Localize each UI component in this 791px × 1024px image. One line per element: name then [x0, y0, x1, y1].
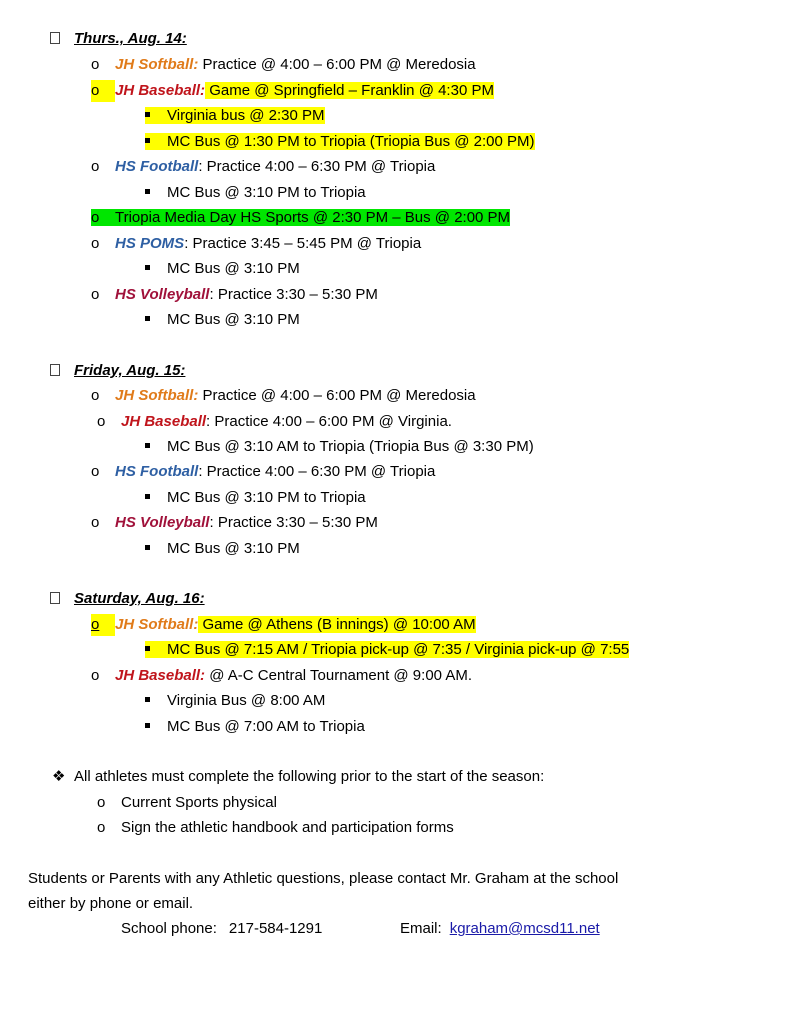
square-bullet-icon	[145, 646, 150, 651]
list-item: o HS Volleyball: Practice 3:30 – 5:30 PM	[91, 286, 378, 303]
day-header-friday: Friday, Aug. 15:	[50, 360, 185, 382]
day-header-thursday: Thurs., Aug. 14:	[50, 28, 187, 50]
square-bullet-icon	[145, 138, 150, 143]
contact-line-1: Students or Parents with any Athletic questions, please contact Mr. Graham at the school	[28, 870, 619, 887]
requirements-intro: ❖ All athletes must complete the following prior to the start of the season:	[52, 766, 544, 788]
sub-list-item: MC Bus @ 3:10 PM to Triopia	[145, 182, 366, 204]
day-header-saturday: Saturday, Aug. 16:	[50, 588, 205, 610]
list-item: o JH Baseball: Practice 4:00 – 6:00 PM @ Virginia.	[97, 413, 452, 430]
list-item: o Current Sports physical	[97, 794, 277, 811]
square-bullet-icon	[145, 112, 150, 117]
list-item: o Sign the athletic handbook and participation forms	[97, 819, 454, 836]
square-bullet-icon	[145, 443, 150, 448]
square-bullet-icon	[145, 494, 150, 499]
sub-list-item: MC Bus @ 3:10 PM	[145, 309, 300, 331]
list-item: o JH Baseball: Game @ Springfield – Franklin @ 4:30 PM	[91, 80, 494, 102]
list-item: o HS POMS: Practice 3:45 – 5:45 PM @ Triopia	[91, 235, 422, 252]
square-bullet-icon	[145, 697, 150, 702]
square-bullet-icon	[145, 545, 150, 550]
sub-list-item: Virginia bus @ 2:30 PM	[145, 105, 325, 127]
square-bullet-icon	[145, 265, 150, 270]
sub-list-item: MC Bus @ 1:30 PM to Triopia (Triopia Bus @ 2:00 PM)	[145, 131, 535, 153]
checkbox-icon	[50, 592, 60, 604]
school-phone: School phone: 217-584-1291	[121, 920, 323, 937]
sub-list-item: MC Bus @ 7:15 AM / Triopia pick-up @ 7:35 / Virginia pick-up @ 7:55	[145, 639, 629, 661]
square-bullet-icon	[145, 189, 150, 194]
square-bullet-icon	[145, 723, 150, 728]
list-item: o HS Football: Practice 4:00 – 6:30 PM @ Triopia	[91, 158, 436, 175]
contact-email: Email: kgraham@mcsd11.net	[400, 920, 600, 937]
sub-list-item: Virginia Bus @ 8:00 AM	[145, 690, 325, 712]
list-item: o JH Baseball: @ A-C Central Tournament @ 9:00 AM.	[91, 667, 473, 684]
list-item: o JH Softball: Practice @ 4:00 – 6:00 PM @ Meredosia	[91, 56, 476, 73]
list-item: o JH Softball: Practice @ 4:00 – 6:00 PM @ Meredosia	[91, 387, 476, 404]
list-item: o HS Football: Practice 4:00 – 6:30 PM @ Triopia	[91, 463, 436, 480]
sub-list-item: MC Bus @ 3:10 PM	[145, 258, 300, 280]
checkbox-icon	[50, 32, 60, 44]
list-item: o HS Volleyball: Practice 3:30 – 5:30 PM	[91, 514, 378, 531]
list-item: o JH Softball: Game @ Athens (B innings) @ 10:00 AM	[91, 614, 476, 636]
contact-line-2: either by phone or email.	[28, 895, 194, 912]
sub-list-item: MC Bus @ 7:00 AM to Triopia	[145, 716, 365, 738]
checkbox-icon	[50, 364, 60, 376]
square-bullet-icon	[145, 316, 150, 321]
diamond-bullet-icon: ❖	[52, 768, 66, 785]
sub-list-item: MC Bus @ 3:10 AM to Triopia (Triopia Bus @ 3:30 PM)	[145, 436, 534, 458]
sub-list-item: MC Bus @ 3:10 PM to Triopia	[145, 487, 366, 509]
sub-list-item: MC Bus @ 3:10 PM	[145, 538, 300, 560]
email-link[interactable]: kgraham@mcsd11.net	[449, 920, 600, 937]
list-item: o Triopia Media Day HS Sports @ 2:30 PM – Bus @ 2:00 PM	[91, 209, 511, 226]
